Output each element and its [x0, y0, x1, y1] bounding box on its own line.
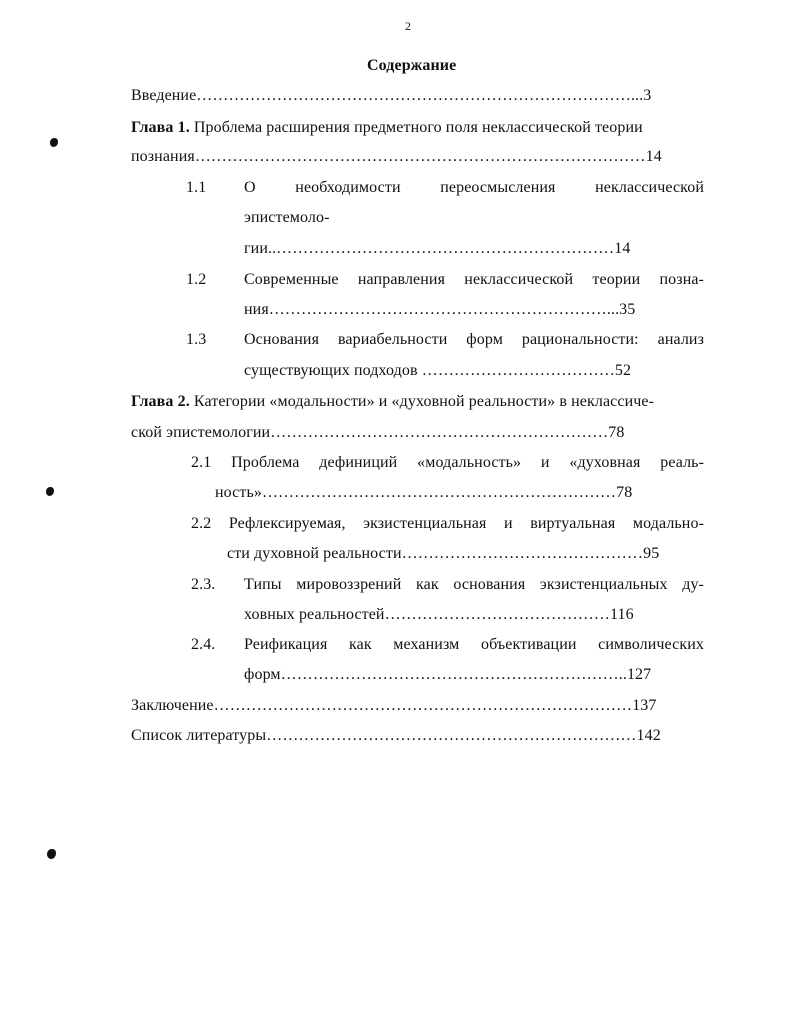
section-2-4-number: 2.4. — [191, 636, 216, 653]
section-1-1-line1: О необходимости переосмысления неклассической — [244, 179, 704, 196]
section-2-2-line2: сти духовной реальности………………………………………95 — [227, 545, 660, 562]
toc-chapter-2 — [131, 392, 654, 412]
page-title: Содержание — [367, 57, 457, 74]
toc-chapter-2-cont: ской эпистемологии………………………………………………………78 — [131, 424, 625, 441]
page-number: 2 — [405, 19, 412, 33]
section-1-3-number: 1.3 — [186, 331, 207, 348]
chapter-2-title: Категории «модальности» и «духовной реальности» в неклассиче- — [189, 393, 655, 410]
toc-intro: Введение………………………………………………………………………...3 — [131, 87, 652, 104]
section-1-1-line2: эпистемоло- — [244, 209, 330, 226]
scan-mark — [47, 849, 56, 859]
section-1-3-line1: Основания вариабельности форм рациональности: анализ — [244, 331, 704, 348]
scan-mark — [46, 487, 54, 496]
chapter-2-label: Глава 2. — [131, 393, 190, 410]
section-1-1-number: 1.1 — [186, 179, 207, 196]
section-2-2-line1: 2.2 Рефлексируемая, экзистенциальная и виртуальная модально- — [191, 515, 704, 532]
chapter-1-title: Проблема расширения предметного поля неклассической теории — [189, 119, 643, 136]
scan-mark — [50, 138, 58, 147]
toc-conclusion: Заключение……………………………………………………………………137 — [131, 697, 657, 714]
section-2-1-line2: ность»…………………………………………………………78 — [215, 484, 633, 501]
toc-chapter-1 — [131, 118, 643, 138]
section-2-4-line1: Реификация как механизм объективации символических — [244, 636, 704, 653]
section-2-1-line1: 2.1 Проблема дефиниций «модальность» и «духовная реаль- — [191, 454, 704, 471]
section-1-1-line3: гии..………………………………………………………14 — [244, 240, 631, 257]
toc-references: Список литературы……………………………………………………………142 — [131, 727, 661, 744]
section-1-3-line2: существующих подходов ………………………………52 — [244, 362, 632, 379]
section-1-2-number: 1.2 — [186, 271, 207, 288]
section-2-3-line1: Типы мировоззрений как основания экзистенциальных ду- — [244, 576, 704, 593]
section-2-3-number: 2.3. — [191, 576, 216, 593]
toc-chapter-1-cont: познания…………………………………………………………………………14 — [131, 148, 662, 165]
section-2-4-line2: форм………………………………………………………..127 — [244, 666, 652, 683]
chapter-1-label: Глава 1. — [131, 119, 190, 136]
section-1-2-line2: ния………………………………………………………...35 — [244, 301, 636, 318]
section-2-3-line2: ховных реальностей……………………………………116 — [244, 606, 634, 623]
section-1-2-line1: Современные направления неклассической теории позна- — [244, 271, 704, 288]
